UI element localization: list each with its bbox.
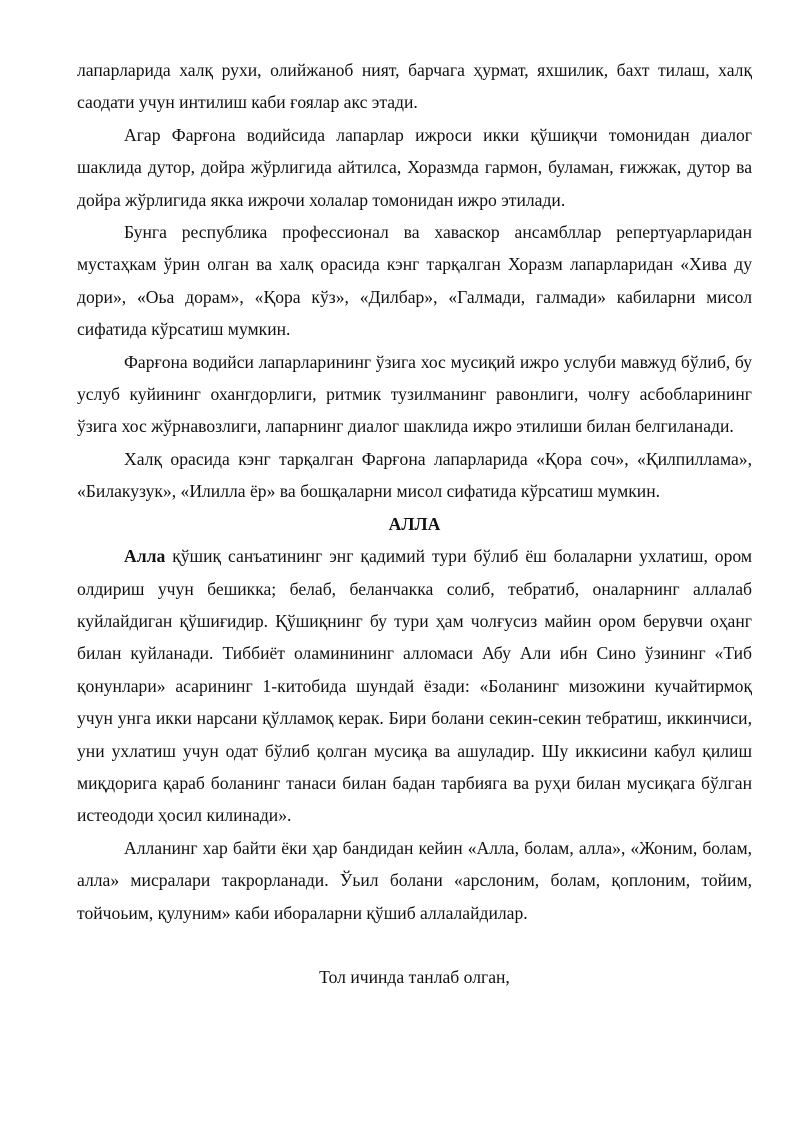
paragraph-alla-text: қўшиқ санъатининг энг қадимий тури бўлиб ёш болаларни ухлатиш, ором олдириш учун бешикка; белаб, беланчакка солиб, тебратиб, оналарнинг аллалаб куйлайдиган қўшиғидир. Қўшиқнинг бу тури ҳам чолғусиз майин ором берувчи оҳанг билан куйланади. Тиббиёт оламинининг алломаси Абу Али ибн Сино ўзининг «Тиб қонунлари» асарининг 1-китобида шундай ёзади: «Боланинг мизожини кучайтирмоқ учун унга икки нарсани қўлламоқ керак. Бири болани секин-секин тебратиш, иккинчиси, уни ухлатиш учун одат бўлиб қолган мусиқа ва ашуладир. Шу иккисини кабул қилиш миқдорига қараб боланинг танаси билан бадан тарбияга ва руҳи билан мусиқага бўлган истеододи ҳосил килинади». (77, 546, 752, 826)
paragraph-alla-refrain: Алланинг хар байти ёки ҳар бандидан кейин «Алла, болам, алла», «Жоним, болам, алла» мисралари такрорланади. Ўьил болани «арслоним, болам, қоплоним, тойим, тойчоьим, қулуним» каби ибораларни қўшиб аллалайдилар. (77, 837, 752, 923)
bold-term: Алла (124, 546, 166, 567)
paragraph-fergana-examples: Халқ орасида кэнг тарқалган Фарғона лапарларида «Қора соч», «Қилпиллама», «Билакузук», «Илилла ёр» ва бошқаларни мисол сифатида кўрсатиш мумкин. (77, 448, 752, 502)
document-page (77, 54, 752, 993)
paragraph-khorezm-examples: Бунга республика профессионал ва хаваскор ансамбллар репертуарларидан мустаҳкам ўрин олган ва халқ орасида кэнг тарқалган Хоразм лапарларидан «Хива ду дори», «Оьа дорам», «Қора кўз», «Дилбар», «Галмади, галмади» кабиларни мисол сифатида кўрсатиш мумкин. (77, 222, 752, 340)
paragraph-continuation: лапарларида халқ рухи, олийжаноб ният, барчага ҳурмат, яхшилик, бахт тилаш, халқ саодати учун интилиш каби ғоялар акс этади. (77, 60, 752, 113)
section-heading: АЛЛА (388, 513, 441, 534)
paragraph-fergana-style: Фарғона водийси лапарларининг ўзига хос мусиқий ижро услуби мавжуд бўлиб, бу услуб куйининг охангдорлиги, ритмик тузилманинг равонлиги, чолғу асбобларининг ўзига хос жўрнавозлиги, лапарнинг диалог шаклида ижро этилиши билан белгиланади. (77, 351, 752, 437)
closing-verse-line: Тол ичинда танлаб олган, (319, 966, 510, 987)
blank-line (77, 929, 752, 961)
paragraph-alla-definition (77, 540, 752, 832)
paragraph-fergana-khorezm: Агар Фарғона водийсида лапарлар ижроси икки қўшиқчи томонидан диалог шаклида дутор, дойра жўрлигида айтилса, Хоразмда гармон, буламан, ғижжак, дутор ва дойра жўрлигида якка ижрочи холалар томонидан ижро этилади. (77, 124, 752, 210)
